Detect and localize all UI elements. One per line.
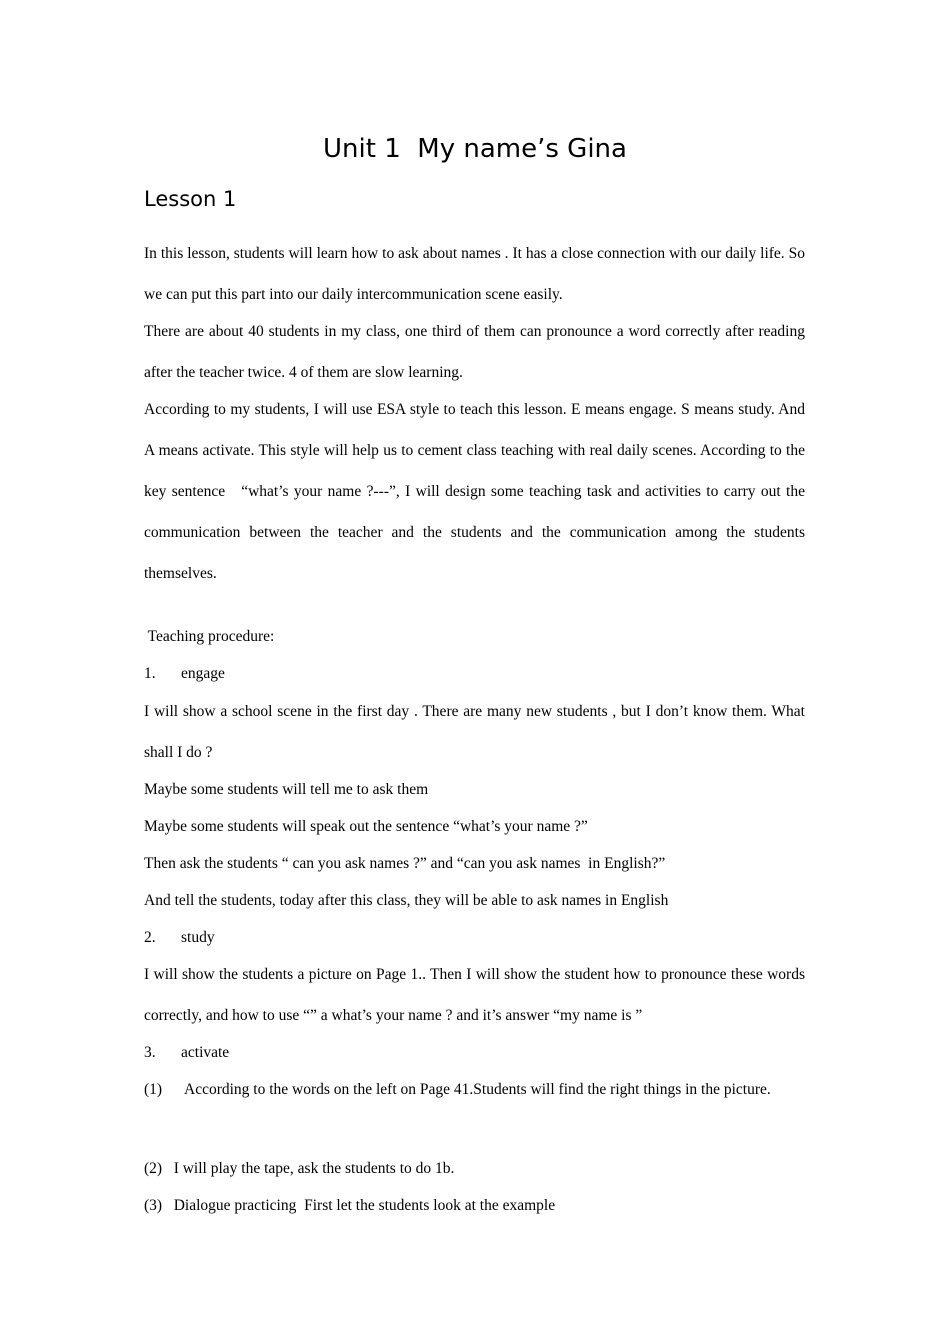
step-label: study xyxy=(181,929,215,946)
step-number: 1. xyxy=(144,665,156,682)
intro-paragraph-3: According to my students, I will use ESA style to teach this lesson. E means engage. S means study. And A means activate. This style will help us to cement class teaching with real daily scenes. According to the key sentence “what’s your name ?---”, I will design some teaching task and activities to carry out the communication between the teacher and the students and the communication among the students themselves. xyxy=(144,401,805,582)
step-label: engage xyxy=(181,665,225,682)
activate-item-2: (2) I will play the tape, ask the students to do 1b. xyxy=(144,1160,455,1177)
document-title: Unit 1 My name’s Gina xyxy=(323,134,627,164)
intro-paragraph-1: In this lesson, students will learn how to ask about names . It has a close connection with our daily life. So we can put this part into our daily intercommunication scene easily. xyxy=(144,245,805,303)
engage-paragraph: I will show a school scene in the first day . There are many new students , but I don’t know them. What shall I do ? xyxy=(144,703,805,761)
activate-item-3: (3) Dialogue practicing First let the students look at the example xyxy=(144,1197,556,1214)
item-text: According to the words on the left on Page 41.Students will find the right things in the picture. xyxy=(184,1081,771,1098)
step-engage-heading xyxy=(144,662,824,686)
study-paragraph: I will show the students a picture on Page 1.. Then I will show the student how to pronounce these words correctly, and how to use “” a what’s your name ? and it’s answer “my name is ” xyxy=(144,966,805,1024)
step-study-heading xyxy=(144,926,824,950)
engage-line-2: Maybe some students will speak out the sentence “what’s your name ?” xyxy=(144,818,588,835)
activate-item-1 xyxy=(144,1069,805,1110)
lesson-heading: Lesson 1 xyxy=(144,187,237,211)
step-label: activate xyxy=(181,1044,230,1061)
item-number: (1) xyxy=(144,1081,163,1098)
step-number: 3. xyxy=(144,1044,156,1061)
step-number: 2. xyxy=(144,929,156,946)
engage-line-1: Maybe some students will tell me to ask them xyxy=(144,781,429,798)
step-activate-heading xyxy=(144,1041,824,1065)
engage-line-4: And tell the students, today after this class, they will be able to ask names in English xyxy=(144,892,669,909)
intro-paragraph-2: There are about 40 students in my class, one third of them can pronounce a word correctly after reading after the teacher twice. 4 of them are slow learning. xyxy=(144,323,805,381)
procedure-heading: Teaching procedure: xyxy=(144,628,275,645)
engage-line-3: Then ask the students “ can you ask names ?” and “can you ask names in English?” xyxy=(144,855,666,872)
